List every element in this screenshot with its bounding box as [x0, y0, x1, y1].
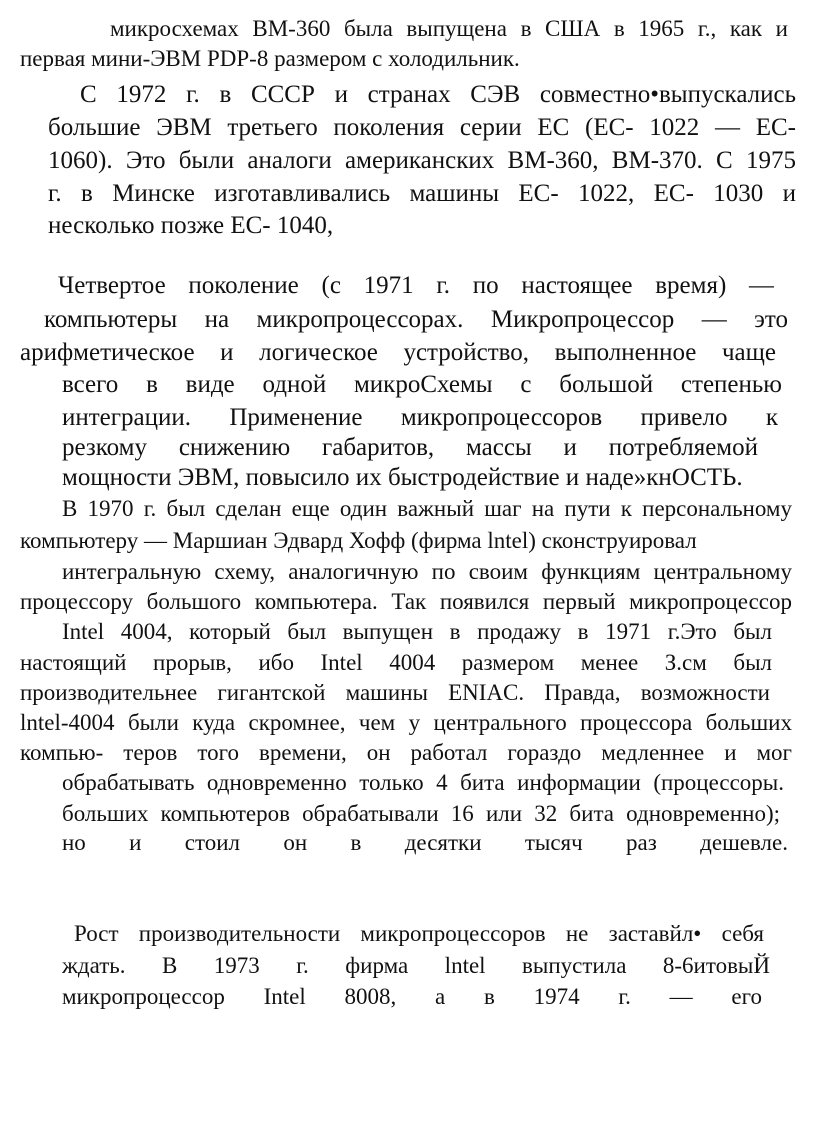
text-line: компьютеры на микропроцессорах. Микропроцессор — это	[44, 306, 788, 333]
text-line: первая мини-ЭВМ PDP-8 размером с холодильник.	[20, 46, 520, 71]
text-line: большие ЭВМ третьего поколения серии ЕС (ЕС- 1022 — ЕС-	[48, 114, 796, 141]
text-line: интеграции. Применение микропроцессоров привело к	[62, 404, 778, 431]
text-line: больших компьютеров обрабатывали 16 или 32 бита одновременно);	[62, 801, 780, 826]
text-line: несколько позже ЕС- 1040,	[48, 212, 334, 239]
text-line: lntel-4004 были куда скромнее, чем у центрального процессора больших	[20, 710, 792, 735]
text-line: компью- теров того времени, он работал гораздо медленнее и мог	[20, 740, 792, 765]
text-line: интегральную схему, аналогичную по своим функциям центральному	[62, 559, 792, 584]
text-line: мощности ЭВМ, повысило их быстродействие и наде»кнОСТЬ.	[62, 464, 743, 491]
text-line: Четвертое поколение (с 1971 г. по настоящее время) —	[58, 272, 774, 299]
text-line: ждать. В 1973 г. фирма lntel выпустила 8-6итовыЙ	[62, 953, 770, 978]
text-line: микросхемах ВМ-360 была выпущена в США в 1965 г., как и	[110, 16, 788, 41]
text-line: С 1972 г. в СССР и странах СЭВ совместно•выпускались	[80, 81, 796, 108]
text-line: настоящий прорыв, ибо Intel 4004 размером менее З.см был	[20, 650, 772, 675]
text-line: компьютеру — Маршиан Эдвард Хофф (фирма lntel) сконструировал	[20, 528, 697, 553]
text-line: обрабатывать одновременно только 4 бита информации (процессоры.	[62, 770, 784, 795]
text-line: арифметическое и логическое устройство, выполненное чаще	[20, 339, 776, 366]
text-line: В 1970 г. был сделан еще один важный шаг на пути к персональному	[62, 496, 792, 521]
text-line: г. в Минске изготавливались машины ЕС- 1022, ЕС- 1030 и	[48, 180, 796, 207]
text-line: микропроцессор Intel 8008, а в 1974 г. — его	[62, 984, 762, 1009]
text-line: но и стоил он в десятки тысяч раз дешевле.	[62, 830, 788, 855]
text-line: Рост производительности микропроцессоров не заставйл• себя	[74, 921, 764, 946]
text-line: производительнее гигантской машины ENIAC. Правда, возможности	[20, 680, 770, 705]
text-line: Intel 4004, который был выпущен в продажу в 1971 г.Это был	[62, 619, 772, 644]
text-line: резкому снижению габаритов, массы и потребляемой	[62, 434, 758, 461]
text-line: всего в виде одной микроСхемы с большой степенью	[62, 371, 782, 398]
text-line: 1060). Это были аналоги американских ВМ-360, ВМ-370. С 1975	[48, 147, 796, 174]
text-line: процессору большого компьютера. Так появился первый микропроцессор	[20, 589, 792, 614]
